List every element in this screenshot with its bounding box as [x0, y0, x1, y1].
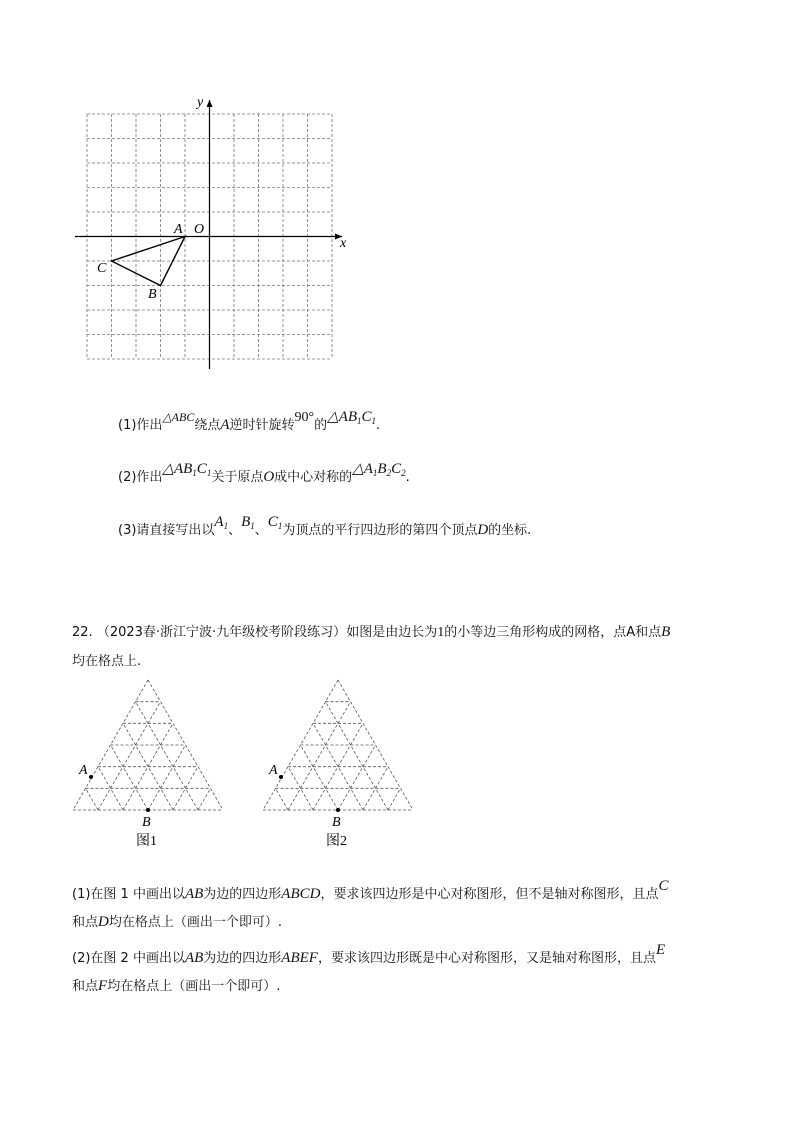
fig2-caption: 图2 — [326, 834, 347, 849]
triangle-grid-figure-2 — [260, 675, 420, 850]
x-axis-label: x — [340, 236, 347, 251]
coordinate-grid-figure — [70, 90, 360, 375]
triangle-grid-figure-1 — [70, 675, 230, 850]
q22-part1: (1)在图 1 中画出以AB为边的四边形ABCD，要求该四边形是中心对称图形，但不是轴对称图形，且点C — [72, 878, 669, 902]
q22-heading-cont: 均在格点上. — [72, 654, 142, 669]
q22-heading: 22. （2023春·浙江宁波·九年级校考阶段练习）如图是由边长为1的小等边三角形构成的网格，点A和点B — [72, 624, 671, 640]
q22-part2-cont: 和点F均在格点上（画出一个即可）. — [72, 978, 281, 994]
fig2-point-b-label: B — [332, 815, 341, 830]
fig2-point-a-label: A — [269, 763, 278, 778]
point-b-label: B — [148, 287, 157, 302]
point-c-label: C — [97, 261, 107, 276]
origin-label: O — [194, 222, 205, 237]
fig1-caption: 图1 — [136, 834, 157, 849]
q21-part1: (1)作出△ABC绕点A逆时针旋转90°的$\triangle AB_1C_1$. — [118, 409, 381, 433]
q21-part2: (2)作出$\triangle AB_1C_1$关于原点O成中心对称的$\triangle A_1B_2C_2$. — [118, 461, 410, 485]
fig1-point-b-label: B — [142, 815, 151, 830]
y-axis-label: y — [197, 95, 204, 110]
q21-part3: (3)请直接写出以$A_1$、$B_1$、$C_1$为顶点的平行四边形的第四个顶点D的坐标. — [118, 514, 532, 538]
q22-part1-cont: 和点D均在格点上（画出一个即可）. — [72, 914, 282, 930]
q22-part2: (2)在图 2 中画出以AB为边的四边形ABEF，要求该四边形既是中心对称图形，又是轴对称图形，且点E — [72, 942, 666, 966]
point-a-label: A — [174, 222, 183, 237]
fig1-point-a-label: A — [79, 763, 88, 778]
